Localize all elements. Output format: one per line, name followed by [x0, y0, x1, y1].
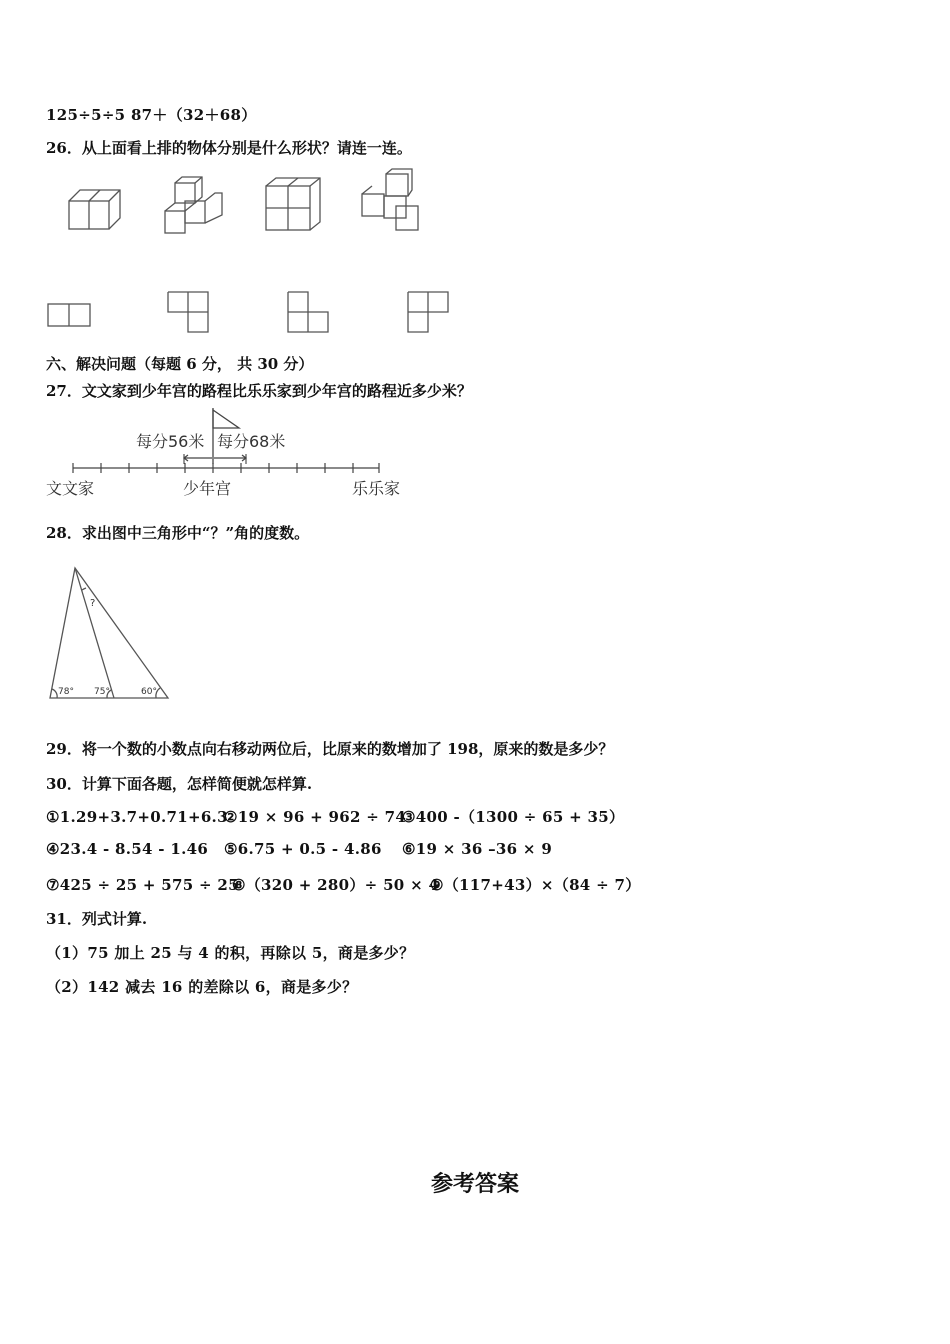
q27-left-speed: 每分56米: [136, 432, 205, 451]
q30-item-6: ⑥19 × 36 –36 × 9: [402, 840, 553, 858]
q30-item-9: ⑨（117+43）×（84 ÷ 7）: [430, 876, 641, 894]
q30-row-3: [46, 874, 669, 895]
q27-title: 27．文文家到少年宫的路程比乐乐家到少年宫的路程近多少米？: [46, 382, 472, 400]
cube-stack-4: [356, 166, 426, 234]
q28-unknown-angle: ?: [90, 598, 96, 609]
q28-angle-78: 78°: [58, 687, 74, 697]
answer-heading: 参考答案: [430, 1172, 519, 1197]
cube-stack-3: [262, 176, 324, 234]
cube-stack-1: [66, 185, 124, 233]
q31-item-2: （2）142 减去 16 的差除以 6，商是多少？: [46, 978, 358, 996]
q30-item-7: ⑦425 ÷ 25 + 575 ÷ 25: [46, 876, 239, 894]
q28-title: 28．求出图中三角形中“？”角的度数。: [46, 524, 310, 542]
q30-item-5: ⑤6.75 + 0.5 - 4.86: [224, 840, 382, 858]
top-view-4: [406, 290, 452, 336]
q30-item-4: ④23.4 - 8.54 - 1.46: [46, 840, 209, 858]
section-6-title: 六、解决问题（每题 6 分， 共 30 分）: [46, 355, 314, 373]
top-view-2: [166, 290, 212, 336]
q26-title: 26．从上面看上排的物体分别是什么形状？请连一连。: [46, 139, 412, 157]
q30-title: 30．计算下面各题，怎样简便就怎样算.: [46, 775, 313, 793]
q28-angle-75: 75°: [94, 687, 110, 697]
top-view-1: [46, 302, 92, 328]
top-expression-line: 125÷5÷5 87＋（32＋68）: [46, 106, 257, 124]
top-view-3: [286, 290, 332, 336]
q28-triangle-figure: [44, 564, 174, 702]
q30-item-2: ②19 × 96 + 962 ÷ 74: [224, 808, 407, 826]
q30-row-1: [46, 806, 652, 827]
q30-row-2: [46, 840, 580, 858]
q29-title: 29．将一个数的小数点向右移动两位后，比原来的数增加了 198，原来的数是多少？: [46, 740, 614, 758]
q27-right-speed: 每分68米: [217, 432, 286, 451]
q27-label-wenwen-home: 文文家: [46, 479, 95, 498]
cube-stack-2: [160, 175, 226, 237]
q31-title: 31．列式计算.: [46, 910, 148, 928]
q27-route-diagram: [40, 404, 420, 502]
q31-item-1: （1）75 加上 25 与 4 的积，再除以 5，商是多少？: [46, 944, 415, 962]
q27-label-lele-home: 乐乐家: [352, 479, 401, 498]
q30-item-1: ①1.29+3.7+0.71+6.3: [46, 808, 228, 826]
q28-angle-60: 60°: [141, 687, 157, 697]
q30-item-8: ⑧（320 + 280）÷ 50 × 4: [232, 876, 440, 894]
q27-label-youth-palace: 少年宫: [183, 479, 232, 498]
q30-item-3: ③400 -（1300 ÷ 65 + 35）: [402, 808, 625, 826]
